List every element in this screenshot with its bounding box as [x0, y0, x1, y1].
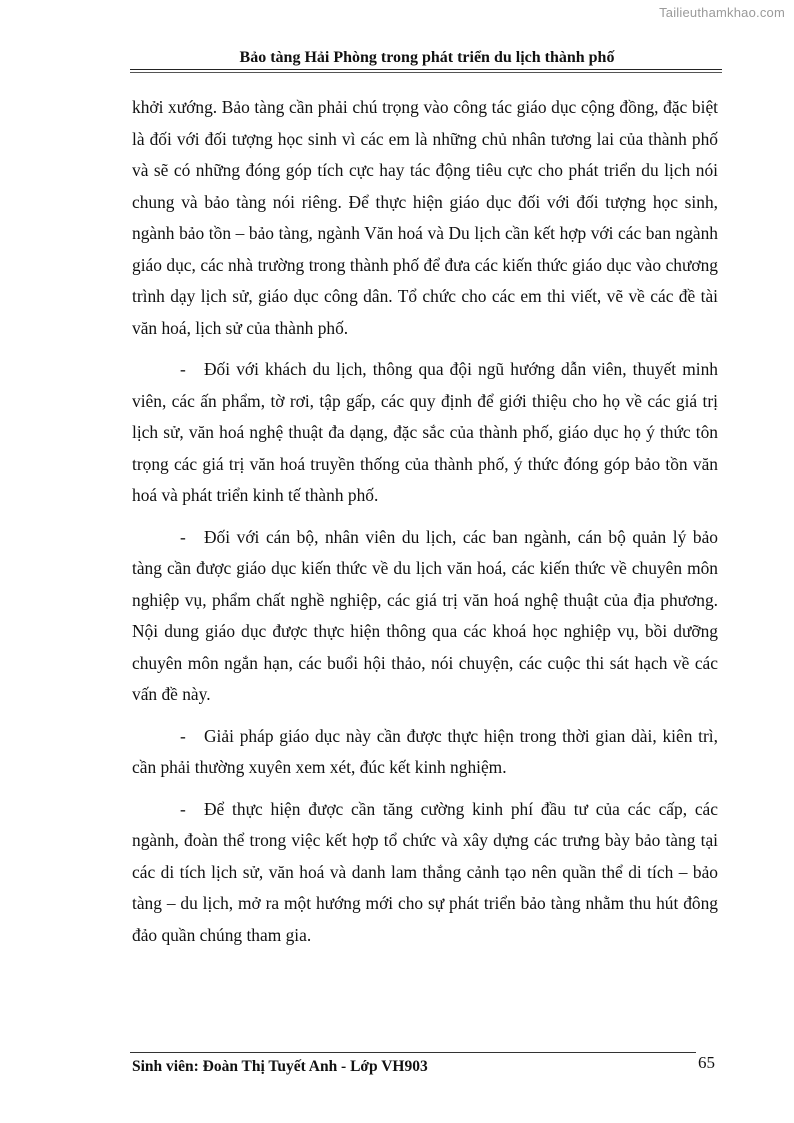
list-item	[132, 721, 718, 784]
list-item	[132, 794, 718, 952]
bullet-dash: -	[180, 725, 186, 746]
header-divider	[130, 69, 722, 73]
list-item-text: Để thực hiện được cần tăng cường kinh phí đầu tư của các cấp, các ngành, đoàn thể trong việc kết hợp tổ chức và xây dựng các trưng bày bảo tàng tại các di tích lịch sử, văn hoá và danh lam thắng cảnh tạo nên quần thể di tích – bảo tàng – du lịch, mở ra một hướng mới cho sự phát triển bảo tàng nhằm thu hút đông đảo quần chúng tham gia.	[132, 798, 718, 945]
bullet-dash: -	[180, 359, 186, 379]
page-body	[132, 92, 718, 951]
list-item-text: Giải pháp giáo dục này cần được thực hiện trong thời gian dài, kiên trì, cần phải thường xuyên xem xét, đúc kết kinh nghiệm.	[132, 725, 718, 777]
page-number: 65	[698, 1053, 715, 1072]
list-item-text: Đối với cán bộ, nhân viên du lịch, các ban ngành, cán bộ quản lý bảo tàng cần được giáo dục kiến thức về du lịch văn hoá, các kiến thức về chuyên môn nghiệp vụ, phẩm chất nghề nghiệp, các giá trị văn hoá nghệ thuật của địa phương. Nội dung giáo dục được thực hiện thông qua các khoá học nghiệp vụ, bồi dưỡng chuyên môn ngắn hạn, các buổi hội thảo, nói chuyện, các cuộc thi sát hạch về các vấn đề này.	[132, 526, 718, 704]
bullet-dash: -	[180, 526, 186, 547]
list-item	[132, 522, 718, 711]
list-item	[132, 354, 718, 512]
footer-author: Sinh viên: Đoàn Thị Tuyết Anh - Lớp VH903	[132, 1058, 428, 1075]
watermark-text: Tailieuthamkhao.com	[659, 5, 785, 20]
running-header-title: Bảo tàng Hải Phòng trong phát triển du lịch thành phố	[239, 49, 615, 66]
footer-divider	[130, 1052, 696, 1053]
list-item-text: Đối với khách du lịch, thông qua đội ngũ hướng dẫn viên, thuyết minh viên, các ấn phẩm, tờ rơi, tập gấp, các quy định để giới thiệu cho họ về các giá trị lịch sử, văn hoá nghệ thuật đa dạng, đặc sắc của thành phố, giáo dục họ ý thức tôn trọng các giá trị văn hoá truyền thống của thành phố, ý thức đóng góp bảo tồn văn hoá và phát triển kinh tế thành phố.	[132, 359, 718, 505]
bullet-dash: -	[180, 798, 186, 819]
intro-paragraph: khởi xướng. Bảo tàng cần phải chú trọng vào công tác giáo dục cộng đồng, đặc biệt là đối với đối tượng học sinh vì các em là những chủ nhân tương lai của thành phố và sẽ có những đóng góp tích cực hay tác động tiêu cực cho phát triển du lịch nói chung và bảo tàng nói riêng. Để thực hiện giáo dục đối với đối tượng học sinh, ngành bảo tồn – bảo tàng, ngành Văn hoá và Du lịch cần kết hợp với các ban ngành giáo dục, các nhà trường trong thành phố để đưa các kiến thức giáo dục vào chương trình dạy lịch sử, giáo dục công dân. Tổ chức cho các em thi viết, vẽ về các đề tài văn hoá, lịch sử của thành phố.	[132, 97, 718, 338]
